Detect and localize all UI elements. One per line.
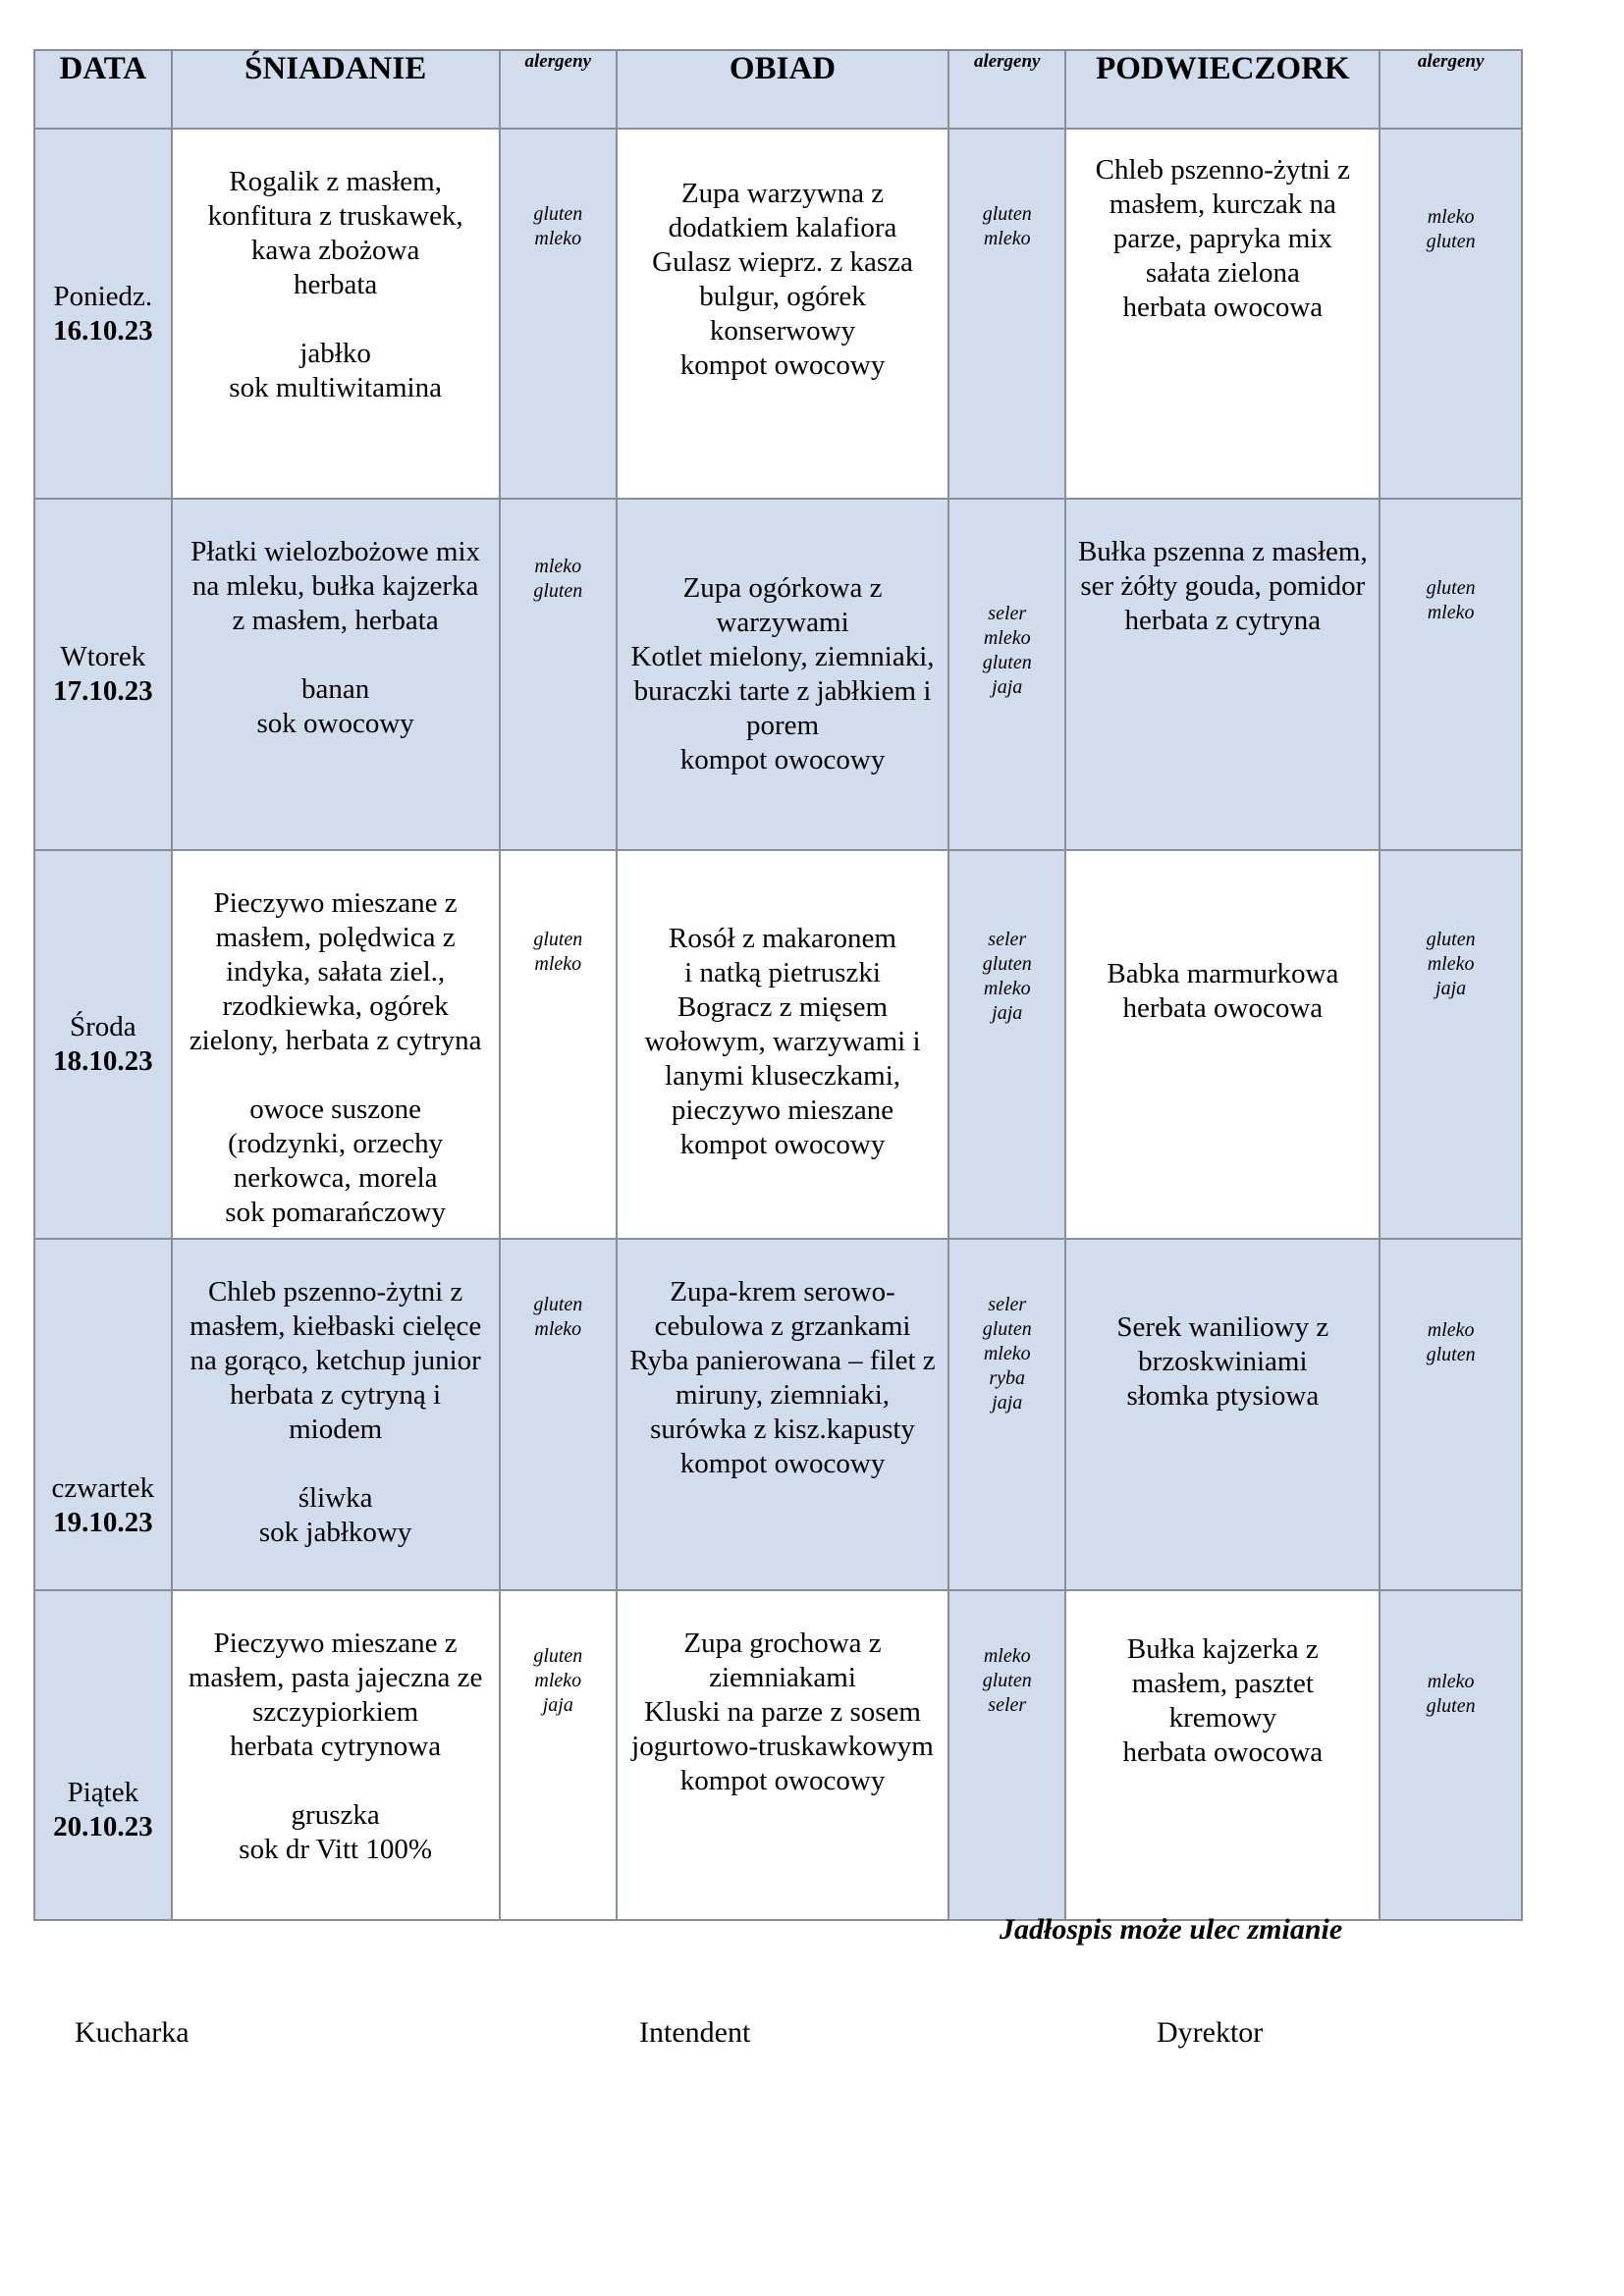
day-cell — [34, 850, 172, 1239]
header-lunch-allergens: alergeny — [948, 50, 1065, 129]
breakfast-allergens-cell: gluten mleko — [533, 929, 583, 975]
day-cell — [34, 129, 172, 499]
breakfast-allergens-cell: gluten mleko — [533, 1294, 583, 1340]
snack-cell: Bułka kajzerka z masłem, pasztet kremowy herbata owocowa — [1122, 1633, 1324, 1768]
day-name: Wtorek — [60, 641, 146, 672]
day-cell — [34, 1590, 172, 1920]
day-date: 19.10.23 — [53, 1507, 153, 1538]
lunch-allergens-cell: gluten mleko — [982, 203, 1032, 249]
signature-steward: Intendent — [639, 2016, 751, 2049]
day-cell — [34, 1239, 172, 1590]
snack-allergens-cell: gluten mleko — [1426, 577, 1476, 623]
lunch-allergens-cell: mleko gluten seler — [982, 1645, 1032, 1716]
header-breakfast-allergens: alergeny — [500, 50, 617, 129]
snack-cell: Chleb pszenno-żytni z masłem, kurczak na parze, papryka mix sałata zielona herbata owocowa — [1095, 154, 1350, 323]
day-name: Poniedz. — [53, 280, 153, 312]
signature-cook: Kucharka — [75, 2016, 189, 2049]
snack-allergens-cell: mleko gluten — [1426, 1319, 1476, 1365]
lunch-cell: Zupa grochowa z ziemniakami Kluski na parze z sosem jogurtowo-truskawkowym kompot owocowy — [631, 1628, 934, 1796]
header-row — [34, 50, 1522, 129]
table-row — [34, 129, 1522, 499]
breakfast-allergens-cell: gluten mleko — [533, 203, 583, 249]
menu-table — [33, 49, 1523, 1921]
lunch-allergens-cell: seler gluten mleko jaja — [982, 929, 1032, 1024]
snack-cell: Babka marmurkowa herbata owocowa — [1107, 958, 1339, 1024]
header-snack: PODWIECZORK — [1065, 50, 1380, 129]
day-name: czwartek — [51, 1472, 155, 1504]
header-snack-allergens: alergeny — [1380, 50, 1522, 129]
day-date: 17.10.23 — [53, 675, 153, 707]
lunch-cell: Rosół z makaronem i natką pietruszki Bogracz z mięsem wołowym, warzywami i lanymi kluseczkami, pieczywo mieszane kompot owocowy — [644, 923, 921, 1160]
lunch-cell: Zupa-krem serowo- cebulowa z grzankami Ryba panierowana – filet z miruny, ziemniaki, surówka z kisz.kapusty kompot owocowy — [629, 1276, 936, 1479]
snack-allergens-cell: gluten mleko jaja — [1426, 929, 1476, 999]
table-row — [34, 1590, 1522, 1920]
snack-allergens-cell: mleko gluten — [1426, 206, 1476, 252]
breakfast-allergens-cell: mleko gluten — [533, 556, 583, 602]
header-lunch: OBIAD — [617, 50, 948, 129]
menu-change-note: Jadłospis może ulec zmianie — [1000, 1913, 1343, 1946]
table-row — [34, 850, 1522, 1239]
snack-allergens-cell: mleko gluten — [1426, 1671, 1476, 1717]
lunch-cell: Zupa ogórkowa z warzywami Kotlet mielony, ziemniaki, buraczki tarte z jabłkiem i porem kompot owocowy — [630, 572, 935, 775]
day-date: 18.10.23 — [53, 1045, 153, 1077]
table-row — [34, 499, 1522, 850]
header-date: DATA — [34, 50, 172, 129]
table-row — [34, 1239, 1522, 1590]
breakfast-cell: Chleb pszenno-żytni z masłem, kiełbaski cielęce na gorąco, ketchup junior herbata z cytryną i miodem śliwka sok jabłkowy — [189, 1276, 482, 1548]
lunch-allergens-cell: seler mleko gluten jaja — [982, 603, 1032, 698]
day-date: 16.10.23 — [53, 314, 153, 347]
breakfast-cell: Pieczywo mieszane z masłem, pasta jajeczna ze szczypiorkiem herbata cytrynowa gruszka sok dr Vitt 100% — [188, 1628, 483, 1865]
lunch-cell: Zupa warzywna z dodatkiem kalafiora Gulasz wieprz. z kasza bulgur, ogórek konserwowy kompot owocowy — [652, 178, 913, 381]
breakfast-cell: Rogalik z masłem, konfitura z truskawek, kawa zbożowa herbata jabłko sok multiwitamina — [207, 166, 463, 403]
snack-cell: Serek waniliowy z brzoskwiniami słomka ptysiowa — [1116, 1311, 1329, 1412]
header-breakfast: ŚNIADANIE — [172, 50, 500, 129]
day-name: Środa — [69, 1011, 136, 1042]
signature-director: Dyrektor — [1157, 2016, 1264, 2049]
lunch-allergens-cell: seler gluten mleko ryba jaja — [982, 1294, 1032, 1414]
breakfast-allergens-cell: gluten mleko jaja — [533, 1645, 583, 1716]
breakfast-cell: Płatki wielozbożowe mix na mleku, bułka kajzerka z masłem, herbata banan sok owocowy — [190, 536, 481, 739]
snack-cell: Bułka pszenna z masłem, ser żółty gouda, pomidor herbata z cytryna — [1077, 536, 1368, 636]
breakfast-cell: Pieczywo mieszane z masłem, polędwica z indyka, sałata ziel., rzodkiewka, ogórek zielony, herbata z cytryna owoce suszone (rodzynki, orzechy nerkowca, morela sok pomarańczowy — [189, 887, 482, 1228]
day-date: 20.10.23 — [53, 1811, 153, 1842]
day-name: Piątek — [67, 1777, 139, 1808]
day-cell — [34, 499, 172, 850]
